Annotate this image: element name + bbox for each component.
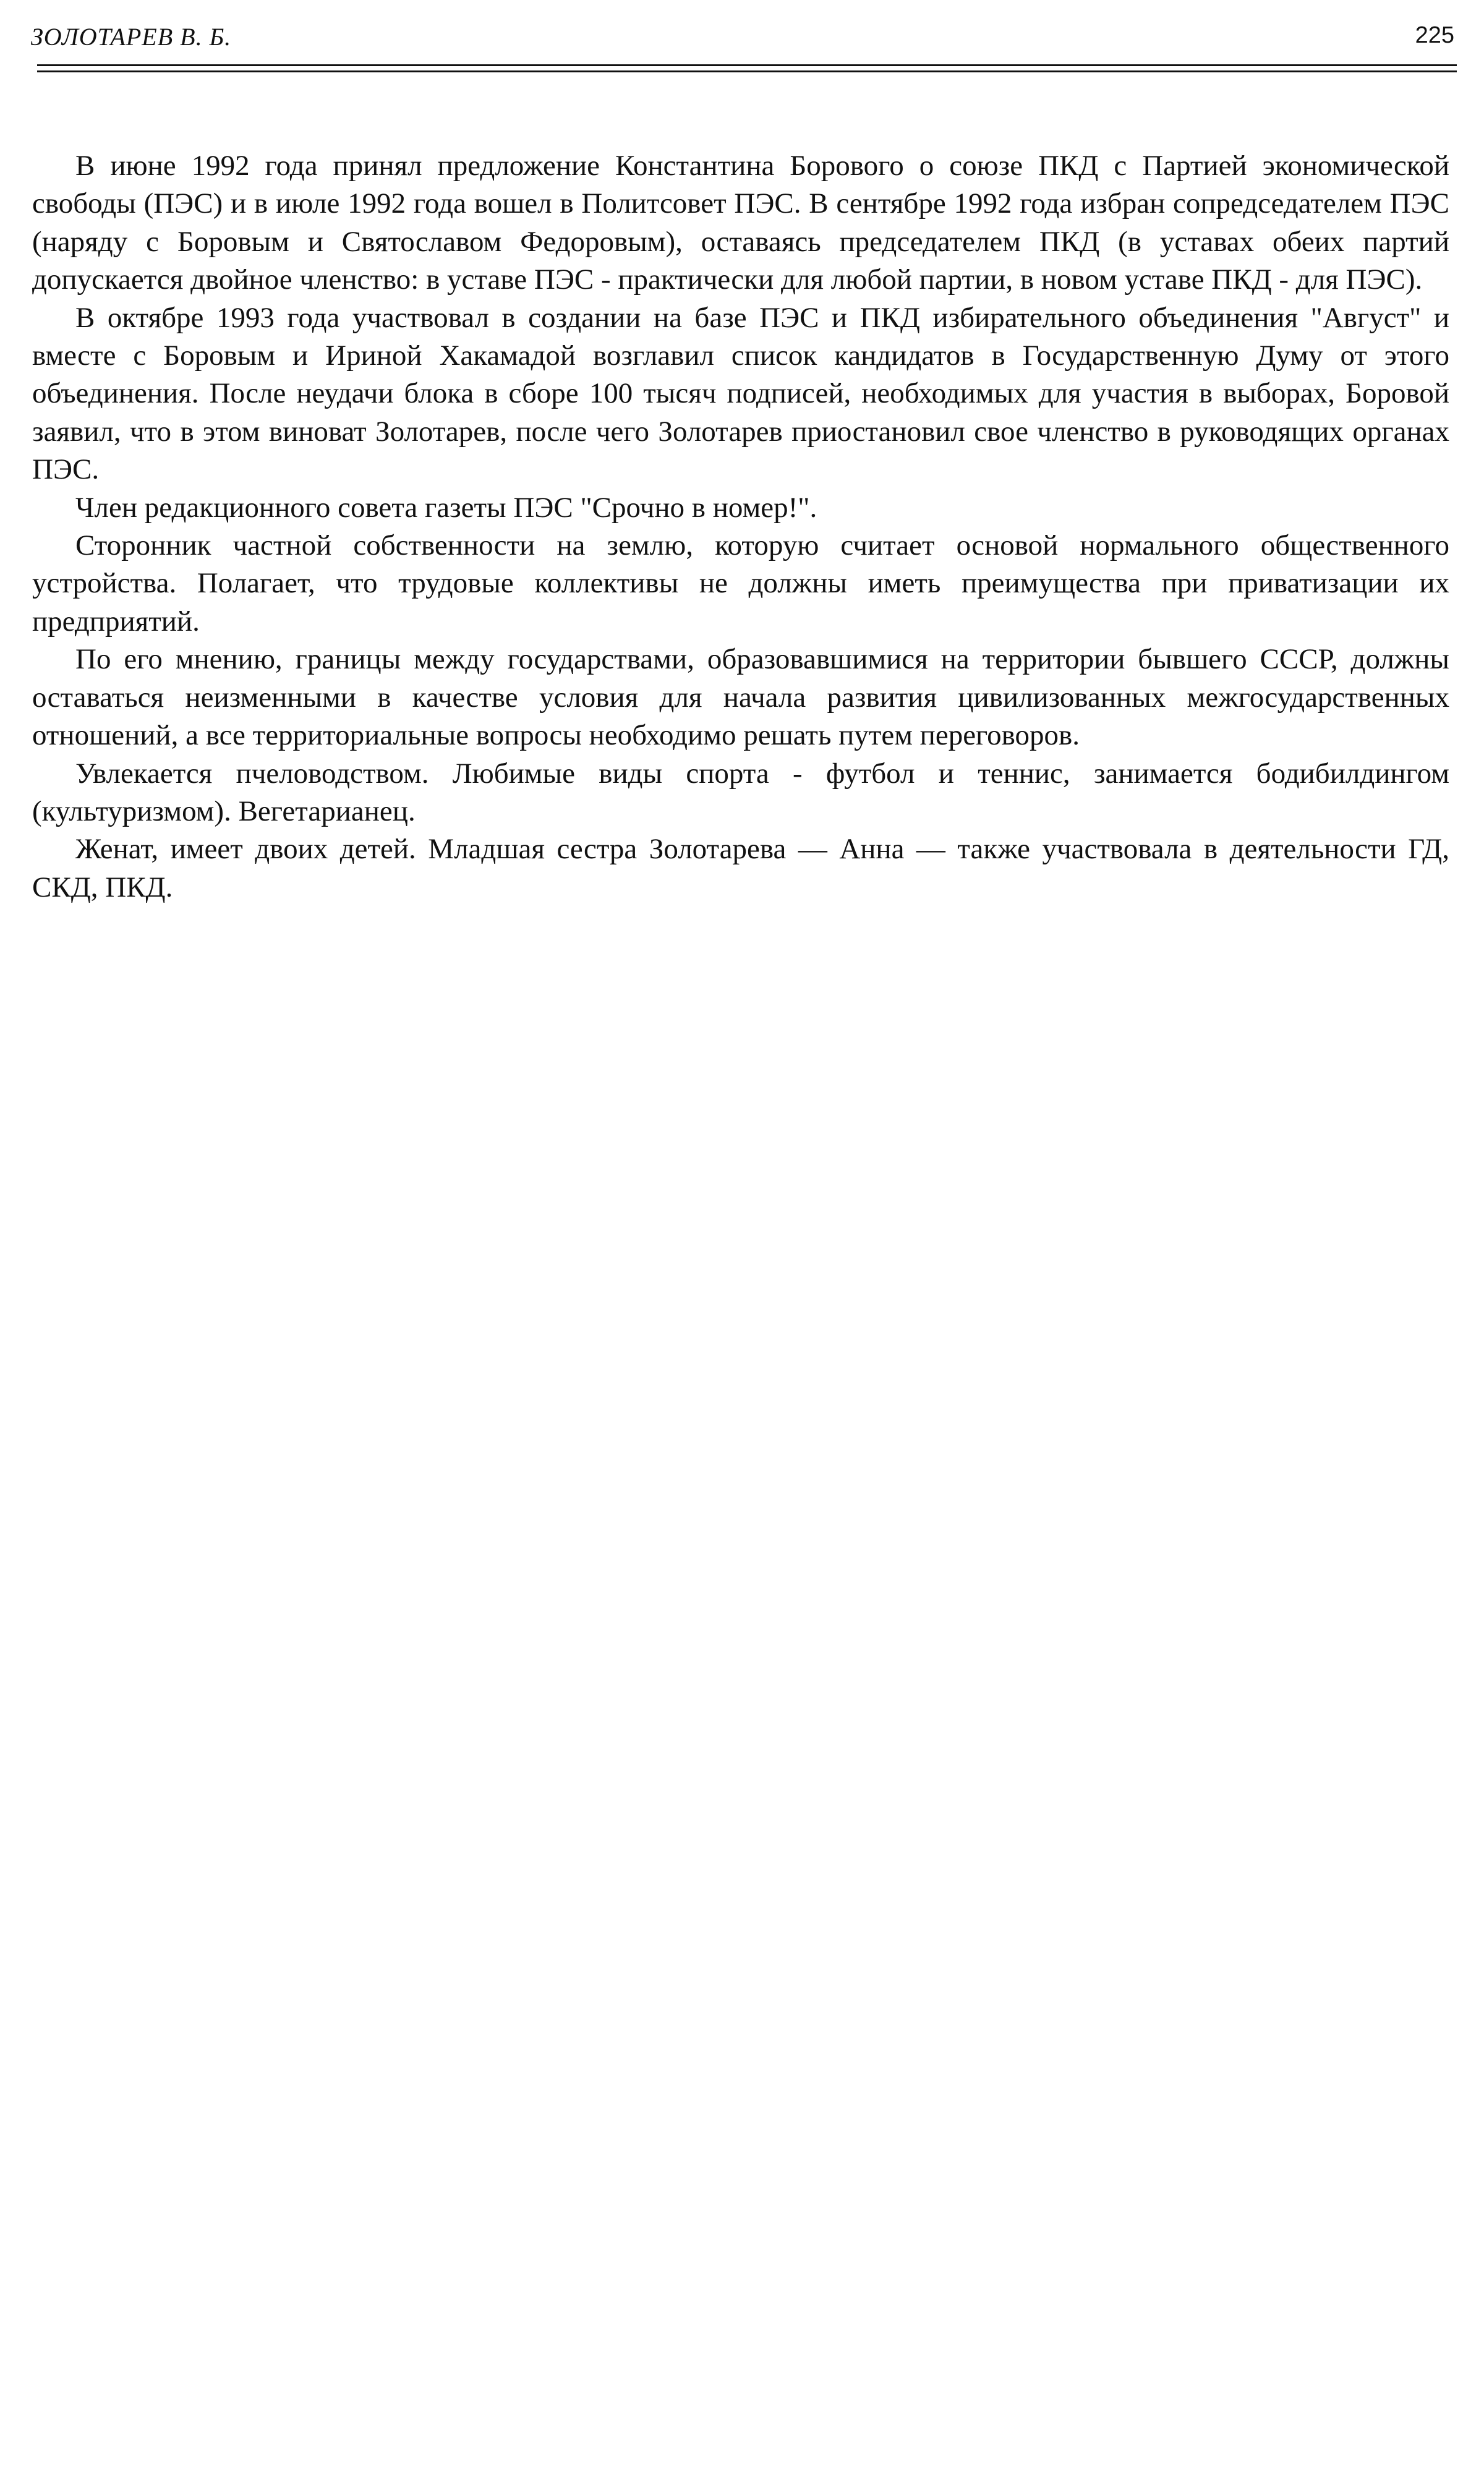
paragraph-borders: По его мнению, границы между государствами, образовавшимися на территории бывшего СССР, должны оставаться неизменными в качестве условия для начала развития цивилизованных межгосударственных отношений, а все территориальные вопросы необходимо решать путем переговоров. bbox=[32, 643, 1449, 752]
header-rule-top bbox=[37, 64, 1457, 66]
paragraph-editorial-board: Член редакционного совета газеты ПЭС "Срочно в номер!". bbox=[75, 491, 817, 524]
paragraph-private-property: Сторонник частной собственности на землю, которую считает основой нормального общественного устройства. Полагает, что трудовые коллективы не должны иметь преимущества при приватизации их предприятий. bbox=[32, 529, 1449, 638]
page-number: 225 bbox=[1415, 22, 1454, 48]
paragraph-avgust-bloc: В октябре 1993 года участвовал в создании на базе ПЭС и ПКД избирательного объединения "Август" и вместе с Боровым и Ириной Хакамадой возглавил список кандидатов в Государственную Думу от этого объединения. После неудачи блока в сборе 100 тысяч подписей, необходимых для участия в выборах, Боровой заявил, что в этом виноват Золотарев, после чего Золотарев приостановил свое членство в руководящих органах ПЭС. bbox=[32, 301, 1449, 486]
paragraph-pes-membership: В июне 1992 года принял предложение Константина Борового о союзе ПКД с Партией экономической свободы (ПЭС) и в июле 1992 года вошел в Политсовет ПЭС. В сентябре 1992 года избран сопредседателем ПЭС (наряду с Боровым и Святославом Федоровым), оставаясь председателем ПКД (в уставах обеих партий допускается двойное членство: в уставе ПЭС - практически для любой партии, в новом уставе ПКД - для ПЭС). bbox=[32, 150, 1449, 296]
paragraph-family: Женат, имеет двоих детей. Младшая сестра Золотарева — Анна — также участвовала в деятельности ГД, СКД, ПКД. bbox=[32, 833, 1449, 903]
header-rule-bottom bbox=[37, 70, 1457, 72]
body-text bbox=[32, 147, 1449, 907]
paragraph-hobbies: Увлекается пчеловодством. Любимые виды спорта - футбол и теннис, занимается бодибилдингом (культуризмом). Вегетарианец. bbox=[32, 757, 1449, 827]
running-head: ЗОЛОТАРЕВ В. Б. bbox=[31, 23, 232, 51]
